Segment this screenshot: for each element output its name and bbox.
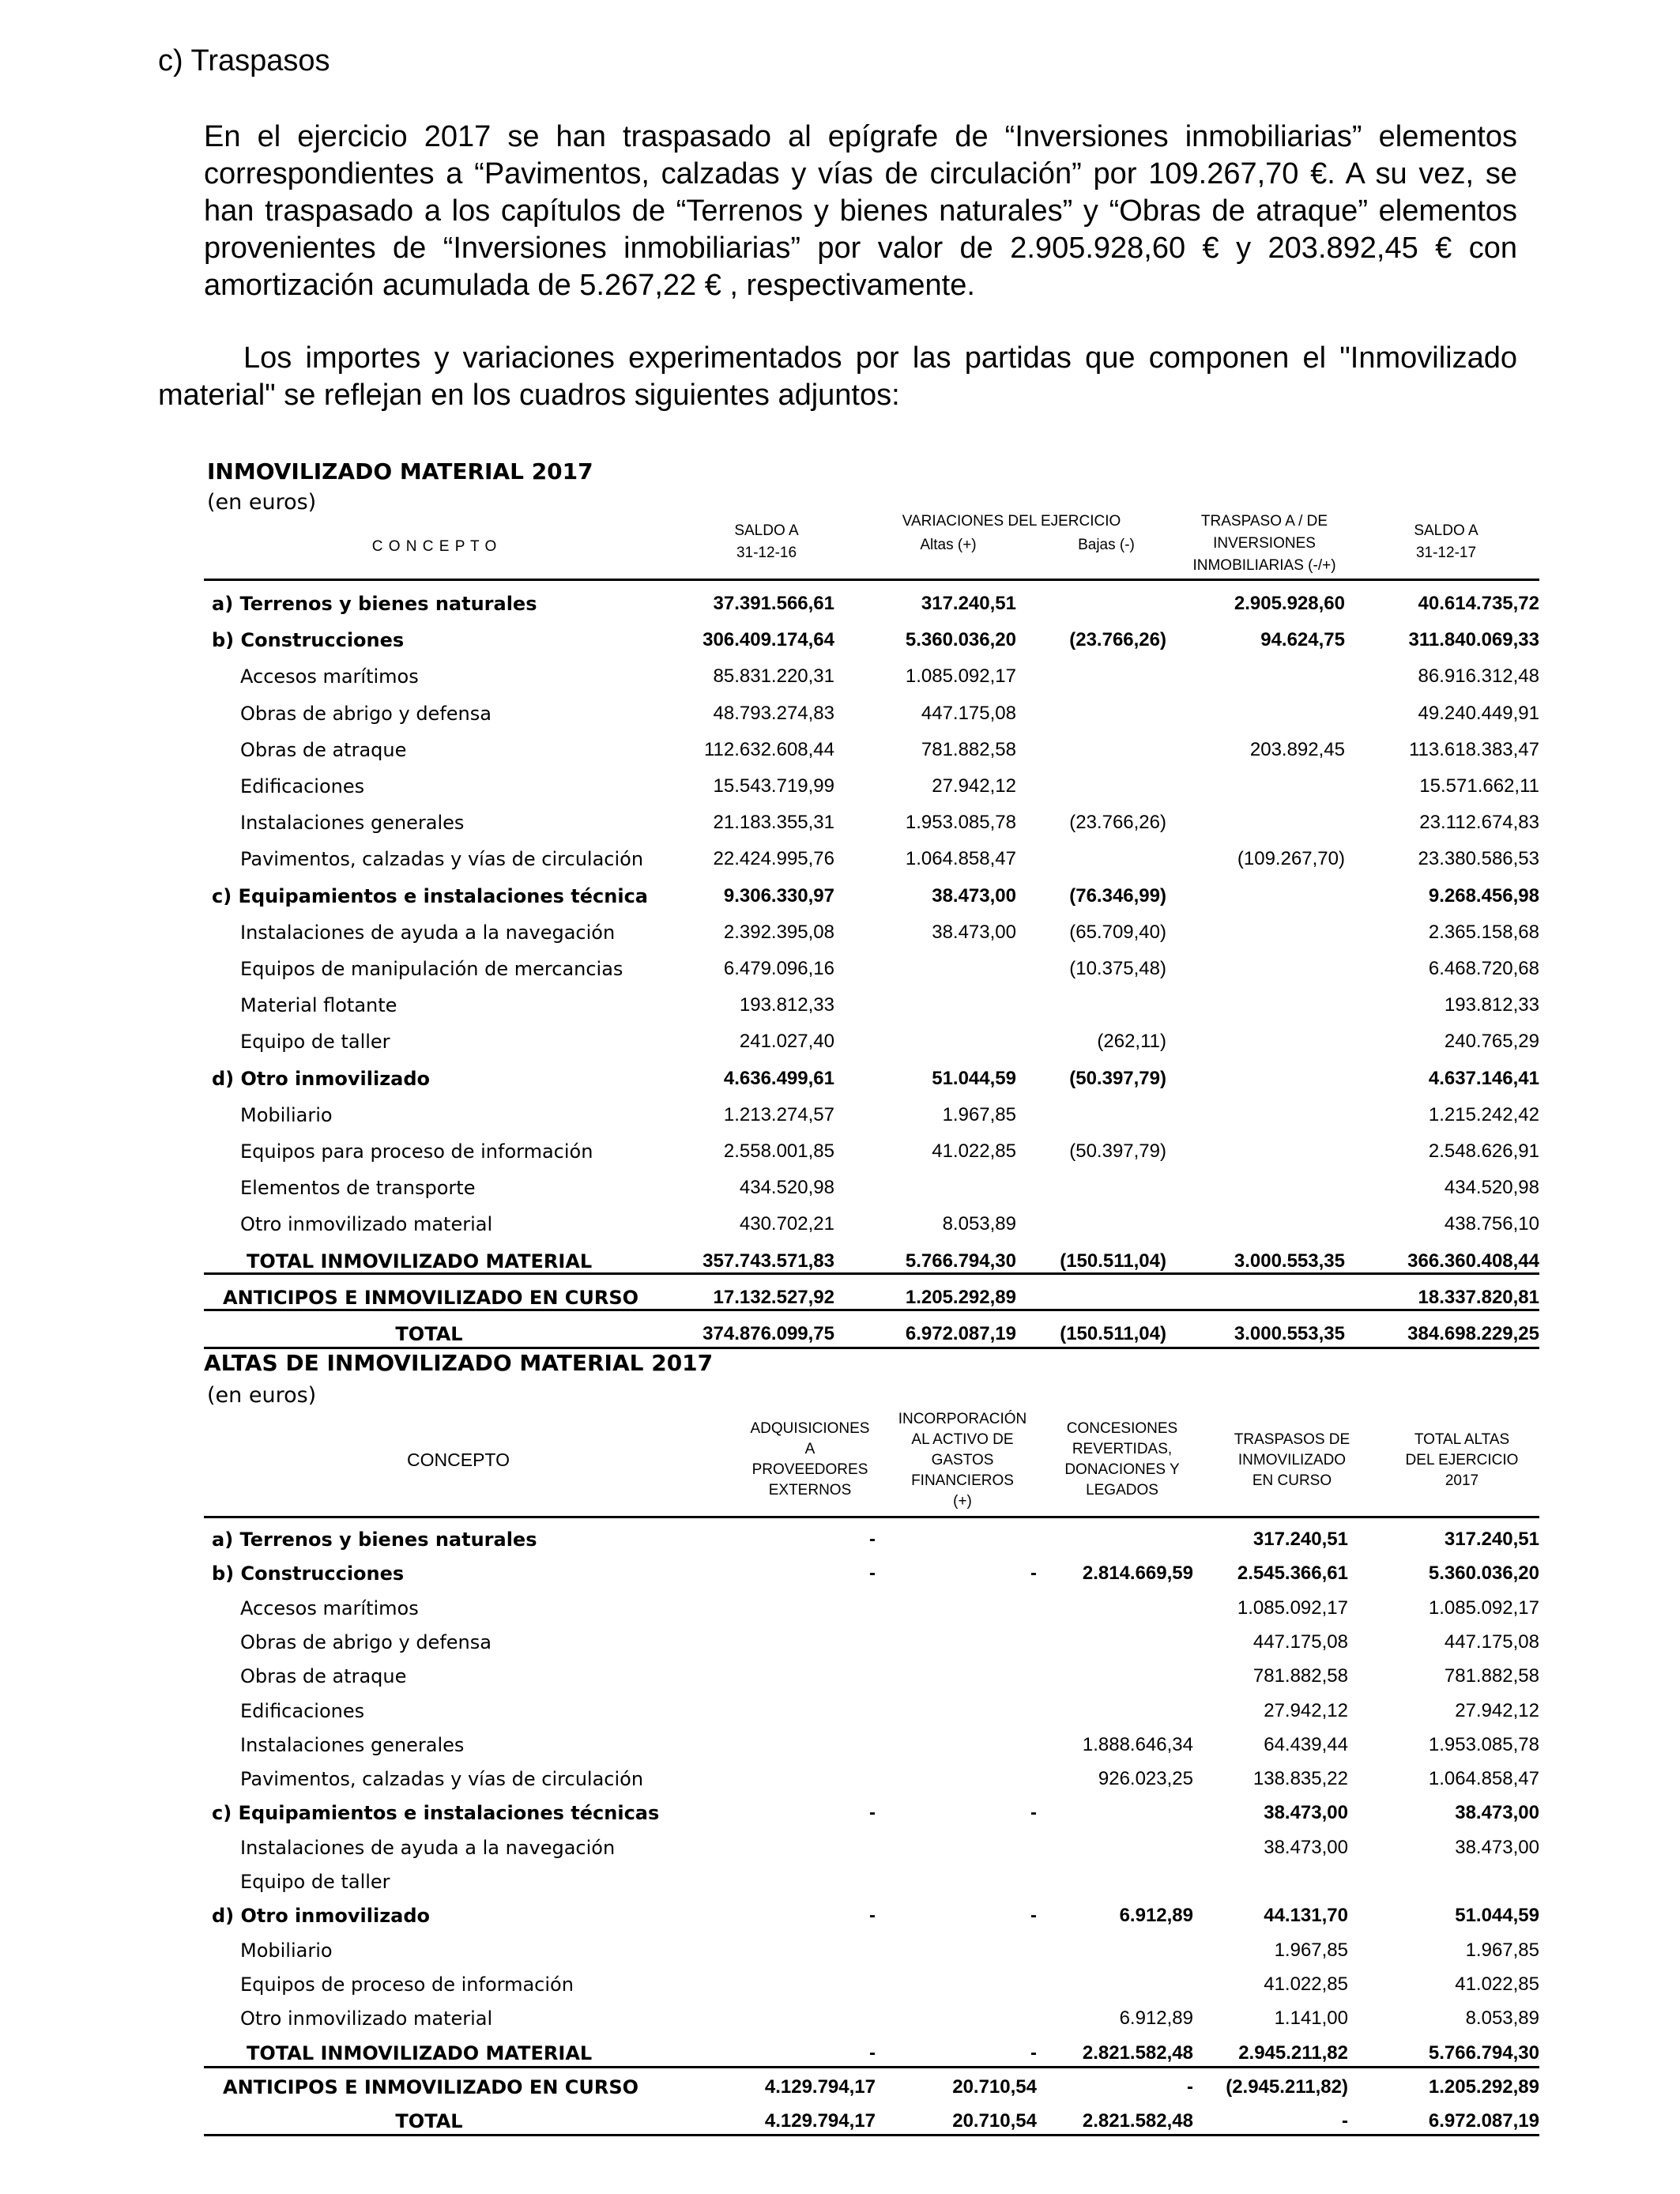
cell-value: 113.618.383,47 xyxy=(1408,738,1539,760)
cell-value: (50.397,79) xyxy=(1069,1140,1166,1162)
table1-row xyxy=(204,1058,1539,1095)
row-label: Elementos de transporte xyxy=(240,1177,476,1200)
t2-head-inc-3: GASTOS xyxy=(931,1452,994,1468)
t2-head-inc-5: (+) xyxy=(953,1493,972,1510)
cell-value: 5.360.036,20 xyxy=(1428,1563,1539,1585)
cell-value: 38.473,00 xyxy=(1264,1802,1348,1824)
cell-value: 38.473,00 xyxy=(1264,1836,1348,1858)
cell-value: (150.511,04) xyxy=(1060,1250,1166,1272)
cell-value: 38.473,00 xyxy=(1455,1836,1539,1858)
row-label: Instalaciones de ayuda a la navegación xyxy=(240,921,616,944)
cell-value: 781.882,58 xyxy=(1444,1665,1539,1687)
table2-row xyxy=(204,1895,1539,1932)
cell-value: 27.942,12 xyxy=(932,775,1016,797)
cell-value: 94.624,75 xyxy=(1260,629,1345,651)
cell-value: - xyxy=(869,1802,876,1824)
cell-value: 22.424.995,76 xyxy=(713,848,834,870)
row-label: ANTICIPOS E INMOVILIZADO EN CURSO xyxy=(223,1286,639,1309)
table2-row xyxy=(204,1827,1539,1864)
cell-value: (76.346,99) xyxy=(1069,884,1166,907)
table1-row xyxy=(204,1021,1539,1057)
table1-subtitle: (en euros) xyxy=(207,490,317,515)
cell-value: 1.953.085,78 xyxy=(905,812,1016,834)
table2-row xyxy=(204,1759,1539,1795)
cell-value: 1.064.858,47 xyxy=(1428,1768,1539,1790)
cell-value: 193.812,33 xyxy=(739,994,834,1016)
t2-head-inc-1: INCORPORACIÓN xyxy=(898,1411,1027,1427)
cell-value: 4.129.794,17 xyxy=(764,2110,876,2132)
row-label: b) Construcciones xyxy=(212,629,405,652)
cell-value: 1.967,85 xyxy=(942,1103,1016,1125)
t1-head-saldo-ini-2: 31-12-16 xyxy=(736,545,797,561)
cell-value: 6.479.096,16 xyxy=(723,958,834,979)
row-label: TOTAL xyxy=(395,1323,463,1345)
t2-head-inc-2: AL ACTIVO DE xyxy=(911,1431,1014,1448)
row-label: Accesos marítimos xyxy=(240,665,419,688)
row-label: Instalaciones generales xyxy=(240,812,465,835)
cell-value: 112.632.608,44 xyxy=(703,738,834,760)
table2-row xyxy=(204,1622,1539,1658)
t2-head-tra-1: TRASPASOS DE xyxy=(1234,1431,1350,1448)
cell-value: 51.044,59 xyxy=(932,1067,1016,1089)
t2-head-inc-4: FINANCIEROS xyxy=(911,1472,1014,1489)
cell-value: 306.409.174,64 xyxy=(703,629,834,651)
cell-value: 85.831.220,31 xyxy=(713,665,834,688)
paragraph-intro: Los importes y variaciones experimentados por las partidas que componen el "Inmovilizado material" se reflejan en los cuadros siguientes adjuntos: xyxy=(158,341,1517,412)
cell-value: - xyxy=(1030,1802,1037,1824)
row-label: Equipos de proceso de información xyxy=(240,1973,574,1996)
cell-value: 1.085.092,17 xyxy=(905,665,1016,688)
cell-value: 317.240,51 xyxy=(1252,1529,1348,1550)
cell-value: - xyxy=(1030,2041,1037,2064)
row-label: Mobiliario xyxy=(240,1103,333,1126)
cell-value: 2.548.626,91 xyxy=(1428,1140,1539,1162)
cell-value: (50.397,79) xyxy=(1069,1067,1166,1089)
table1-row xyxy=(204,583,1539,620)
cell-value: 374.876.099,75 xyxy=(703,1323,834,1344)
cell-value: 193.812,33 xyxy=(1444,994,1539,1016)
cell-value: 366.360.408,44 xyxy=(1407,1250,1539,1272)
cell-value: 1.205.292,89 xyxy=(905,1286,1016,1308)
table1-row xyxy=(204,876,1539,912)
t1-head-saldo-fin-2: 31-12-17 xyxy=(1415,545,1477,561)
cell-value: (10.375,48) xyxy=(1069,958,1166,979)
cell-value: 5.360.036,20 xyxy=(905,629,1016,651)
cell-value: 41.022,85 xyxy=(932,1140,1016,1162)
table2-row xyxy=(204,1691,1539,1727)
cell-value: 1.085.092,17 xyxy=(1428,1596,1539,1619)
row-label: Equipo de taller xyxy=(240,1871,390,1893)
row-label: Instalaciones de ayuda a la navegación xyxy=(240,1836,616,1859)
cell-value: 3.000.553,35 xyxy=(1234,1323,1345,1344)
table2-row xyxy=(204,1930,1539,1966)
table2-row xyxy=(204,2067,1539,2103)
row-label: Edificaciones xyxy=(240,1699,365,1722)
section-label: c) Traspasos xyxy=(158,44,330,77)
row-label: Instalaciones generales xyxy=(240,1733,465,1756)
row-label: Obras de abrigo y defensa xyxy=(240,702,492,725)
cell-value: 9.306.330,97 xyxy=(723,884,834,907)
t2-head-con-1: CONCESIONES xyxy=(1066,1420,1178,1437)
cell-value: 447.175,08 xyxy=(1252,1630,1348,1653)
cell-value: 41.022,85 xyxy=(1264,1973,1348,1995)
row-label: a) Terrenos y bienes naturales xyxy=(212,1529,537,1551)
cell-value: 241.027,40 xyxy=(739,1031,834,1053)
t2-rule-end xyxy=(204,2134,1539,2136)
row-label: TOTAL xyxy=(395,2110,463,2133)
t1-header-rule xyxy=(204,579,1539,581)
table2-row xyxy=(204,1998,1539,2034)
cell-value: 1.215.242,42 xyxy=(1428,1103,1539,1125)
cell-value: - xyxy=(1030,1905,1037,1927)
t1-head-saldo-ini-1: SALDO A xyxy=(734,522,799,539)
cell-value: 2.905.928,60 xyxy=(1234,593,1345,614)
cell-value: 40.614.735,72 xyxy=(1418,593,1539,614)
cell-value: 240.765,29 xyxy=(1444,1031,1539,1053)
cell-value: 6.972.087,19 xyxy=(905,1323,1016,1344)
table2-row xyxy=(204,1793,1539,1829)
t2-head-con-2: REVERTIDAS, xyxy=(1072,1441,1173,1457)
t2-head-tra-2: INMOVILIZADO xyxy=(1237,1452,1347,1468)
row-label: Mobiliario xyxy=(240,1939,333,1962)
cell-value: 2.365.158,68 xyxy=(1428,921,1539,943)
t2-head-tot-2: DEL EJERCICIO xyxy=(1405,1452,1519,1468)
cell-value: 49.240.449,91 xyxy=(1418,702,1539,724)
t2-head-con-3: DONACIONES Y xyxy=(1064,1461,1180,1478)
table2-row xyxy=(204,1588,1539,1624)
table1-row xyxy=(204,766,1539,802)
cell-value: 8.053,89 xyxy=(1465,2007,1539,2030)
cell-value: - xyxy=(869,1563,876,1585)
cell-value: 38.473,00 xyxy=(932,884,1016,907)
cell-value: (23.766,26) xyxy=(1069,812,1166,834)
cell-value: 27.942,12 xyxy=(1455,1699,1539,1721)
cell-value: 1.064.858,47 xyxy=(905,848,1016,870)
table1-row xyxy=(204,948,1539,985)
cell-value: 2.821.582,48 xyxy=(1082,2110,1193,2132)
cell-value: 6.468.720,68 xyxy=(1428,958,1539,979)
cell-value: 1.967,85 xyxy=(1274,1939,1348,1961)
row-label: d) Otro inmovilizado xyxy=(212,1905,431,1928)
cell-value: (109.267,70) xyxy=(1237,848,1345,870)
table2-row xyxy=(204,1519,1539,1555)
cell-value: 2.821.582,48 xyxy=(1082,2041,1193,2064)
table1-row xyxy=(204,693,1539,729)
row-label: Pavimentos, calzadas y vías de circulación xyxy=(240,1768,644,1791)
table1-row xyxy=(204,620,1539,656)
row-label: Equipo de taller xyxy=(240,1031,390,1054)
cell-value: 2.814.669,59 xyxy=(1082,1563,1193,1585)
cell-value: 357.743.571,83 xyxy=(703,1250,834,1272)
t1-head-traspaso-3: INMOBILIARIAS (-/+) xyxy=(1192,557,1336,574)
cell-value: 317.240,51 xyxy=(921,593,1016,614)
cell-value: 6.912,89 xyxy=(1119,1905,1193,1927)
row-label: Obras de atraque xyxy=(240,1665,407,1688)
cell-value: - xyxy=(1030,1563,1037,1585)
row-label: ANTICIPOS E INMOVILIZADO EN CURSO xyxy=(223,2075,639,2098)
t1-head-variaciones: VARIACIONES DEL EJERCICIO xyxy=(902,513,1121,530)
cell-value: 3.000.553,35 xyxy=(1234,1250,1345,1272)
table1-row xyxy=(204,802,1539,839)
cell-value: 311.840.069,33 xyxy=(1408,629,1539,651)
cell-value: (2.945.211,82) xyxy=(1226,2075,1348,2098)
row-label: Accesos marítimos xyxy=(240,1596,419,1619)
t2-head-concepto: CONCEPTO xyxy=(407,1449,510,1470)
t2-head-tot-3: 2017 xyxy=(1445,1472,1479,1489)
t1-head-bajas: Bajas (-) xyxy=(1078,537,1135,553)
cell-value: 9.268.456,98 xyxy=(1428,884,1539,907)
t1-head-traspaso-1: TRASPASO A / DE xyxy=(1200,513,1328,530)
row-label: Otro inmovilizado material xyxy=(240,2007,493,2030)
cell-value: 781.882,58 xyxy=(921,738,1016,760)
row-label: d) Otro inmovilizado xyxy=(212,1067,431,1090)
table1-row xyxy=(204,1314,1539,1350)
cell-value: 38.473,00 xyxy=(1455,1802,1539,1824)
cell-value: 447.175,08 xyxy=(1444,1630,1539,1653)
table1-row xyxy=(204,839,1539,875)
cell-value: 317.240,51 xyxy=(1444,1529,1539,1550)
table1-row xyxy=(204,729,1539,766)
t1-head-traspaso-2: INVERSIONES xyxy=(1213,535,1316,552)
table1-row xyxy=(204,1167,1539,1204)
t2-rule-total xyxy=(204,2066,1539,2068)
cell-value: 430.702,21 xyxy=(739,1213,834,1235)
table1-row xyxy=(204,1204,1539,1240)
cell-value: 86.916.312,48 xyxy=(1418,665,1539,688)
cell-value: 4.637.146,41 xyxy=(1428,1067,1539,1089)
cell-value: 8.053,89 xyxy=(942,1213,1016,1235)
cell-value: 2.558.001,85 xyxy=(723,1140,834,1162)
t2-header-rule xyxy=(204,1516,1539,1518)
cell-value: 434.520,98 xyxy=(739,1177,834,1199)
cell-value: 23.112.674,83 xyxy=(1419,812,1539,834)
table2-row xyxy=(204,1553,1539,1589)
t2-head-tot-1: TOTAL ALTAS xyxy=(1414,1431,1510,1448)
cell-value: 1.967,85 xyxy=(1465,1939,1539,1961)
cell-value: 447.175,08 xyxy=(921,702,1016,724)
row-label: Material flotante xyxy=(240,994,397,1017)
cell-value: 203.892,45 xyxy=(1249,738,1345,760)
table1-row xyxy=(204,985,1539,1021)
cell-value: 1.205.292,89 xyxy=(1428,2075,1539,2098)
table1-row xyxy=(204,912,1539,948)
t2-head-adq-3: PROVEEDORES xyxy=(751,1461,868,1478)
t1-head-concepto: C O N C E P T O xyxy=(371,538,498,555)
cell-value: - xyxy=(869,1905,876,1927)
cell-value: 438.756,10 xyxy=(1444,1213,1539,1235)
cell-value: 781.882,58 xyxy=(1252,1665,1348,1687)
cell-value: 1.085.092,17 xyxy=(1237,1596,1348,1619)
table2-row xyxy=(204,1861,1539,1898)
table1-title: INMOVILIZADO MATERIAL 2017 xyxy=(207,458,593,484)
row-label: c) Equipamientos e instalaciones técnica xyxy=(212,884,648,907)
cell-value: 44.131,70 xyxy=(1264,1905,1348,1927)
cell-value: 48.793.274,83 xyxy=(713,702,834,724)
row-label: TOTAL INMOVILIZADO MATERIAL xyxy=(247,2041,593,2064)
cell-value: 20.710,54 xyxy=(952,2110,1037,2132)
cell-value: - xyxy=(869,2041,876,2064)
table2-row xyxy=(204,1656,1539,1692)
table2-row xyxy=(204,1964,1539,2000)
table2-row xyxy=(204,2033,1539,2069)
cell-value: 138.835,22 xyxy=(1252,1768,1348,1790)
cell-value: 1.888.646,34 xyxy=(1082,1733,1193,1755)
row-label: Obras de atraque xyxy=(240,738,407,761)
cell-value: 1.141,00 xyxy=(1274,2007,1348,2030)
cell-value: 2.545.366,61 xyxy=(1237,1563,1348,1585)
cell-value: - xyxy=(1342,2110,1348,2132)
cell-value: 51.044,59 xyxy=(1455,1905,1539,1927)
table2-row xyxy=(204,2101,1539,2137)
cell-value: 5.766.794,30 xyxy=(1428,2041,1539,2064)
t1-rule-anticipos xyxy=(204,1309,1539,1311)
cell-value: (23.766,26) xyxy=(1069,629,1166,651)
t2-head-adq-2: A xyxy=(804,1441,816,1457)
t1-head-altas: Altas (+) xyxy=(920,537,977,553)
table1-row xyxy=(204,1131,1539,1167)
row-label: Pavimentos, calzadas y vías de circulación xyxy=(240,848,644,871)
table2-row xyxy=(204,1725,1539,1761)
cell-value: (65.709,40) xyxy=(1069,921,1166,943)
cell-value: 434.520,98 xyxy=(1444,1177,1539,1199)
cell-value: 41.022,85 xyxy=(1455,1973,1539,1995)
table1-row xyxy=(204,1095,1539,1131)
cell-value: 64.439,44 xyxy=(1264,1733,1348,1755)
cell-value: 6.912,89 xyxy=(1119,2007,1193,2030)
t1-rule-end xyxy=(204,1347,1539,1349)
row-label: Obras de abrigo y defensa xyxy=(240,1630,492,1653)
cell-value: 1.953.085,78 xyxy=(1428,1733,1539,1755)
row-label: Equipos para proceso de información xyxy=(240,1140,593,1163)
cell-value: 18.337.820,81 xyxy=(1418,1286,1539,1308)
t1-head-saldo-fin-1: SALDO A xyxy=(1414,522,1478,539)
cell-value: 384.698.229,25 xyxy=(1407,1323,1539,1344)
cell-value: 27.942,12 xyxy=(1264,1699,1348,1721)
t1-rule-total xyxy=(204,1272,1539,1275)
cell-value: 21.183.355,31 xyxy=(713,812,834,834)
cell-value: 23.380.586,53 xyxy=(1418,848,1539,870)
t2-head-con-4: LEGADOS xyxy=(1086,1482,1158,1498)
cell-value: 17.132.527,92 xyxy=(713,1286,834,1308)
cell-value: 4.129.794,17 xyxy=(764,2075,876,2098)
cell-value: 37.391.566,61 xyxy=(713,593,834,614)
row-label: a) Terrenos y bienes naturales xyxy=(212,593,537,615)
t2-head-tra-3: EN CURSO xyxy=(1252,1472,1332,1489)
cell-value: 6.972.087,19 xyxy=(1428,2110,1539,2132)
table2-subtitle: (en euros) xyxy=(207,1383,317,1408)
cell-value: 1.213.274,57 xyxy=(723,1103,834,1125)
cell-value: 5.766.794,30 xyxy=(905,1250,1016,1272)
row-label: Otro inmovilizado material xyxy=(240,1213,493,1236)
row-label: Equipos de manipulación de mercancias xyxy=(240,958,623,980)
cell-value: (150.511,04) xyxy=(1060,1323,1166,1344)
cell-value: 38.473,00 xyxy=(932,921,1016,943)
cell-value: - xyxy=(1187,2075,1193,2098)
t2-head-adq-4: EXTERNOS xyxy=(768,1482,852,1498)
row-label: c) Equipamientos e instalaciones técnicas xyxy=(212,1802,660,1825)
cell-value: 15.571.662,11 xyxy=(1419,775,1539,797)
cell-value: 2.945.211,82 xyxy=(1238,2041,1348,2064)
cell-value: 926.023,25 xyxy=(1098,1768,1193,1790)
row-label: Edificaciones xyxy=(240,775,365,797)
cell-value: 15.543.719,99 xyxy=(713,775,834,797)
cell-value: 2.392.395,08 xyxy=(723,921,834,943)
cell-value: - xyxy=(869,1529,876,1550)
cell-value: 4.636.499,61 xyxy=(723,1067,834,1089)
table2-title: ALTAS DE INMOVILIZADO MATERIAL 2017 xyxy=(204,1350,714,1376)
cell-value: 20.710,54 xyxy=(952,2075,1037,2098)
cell-value: (262,11) xyxy=(1097,1031,1166,1053)
paragraph-traspasos: En el ejercicio 2017 se han traspasado al epígrafe de “Inversiones inmobiliarias” elementos correspondientes a “Pavimentos, calzadas y vías de circulación” por 109.267,70 €. A su vez, se han traspasado a los capítulos de “Terrenos y bienes naturales” y “Obras de atraque” elementos provenientes de “Inversiones inmobiliarias” por valor de 2.905.928,60 € y 203.892,45 € con amortización acumulada de 5.267,22 € , respectivamente. xyxy=(204,120,1517,302)
row-label: b) Construcciones xyxy=(212,1563,405,1585)
row-label: TOTAL INMOVILIZADO MATERIAL xyxy=(247,1250,593,1272)
t2-head-adq-1: ADQUISICIONES xyxy=(750,1420,870,1437)
table1-row xyxy=(204,656,1539,692)
